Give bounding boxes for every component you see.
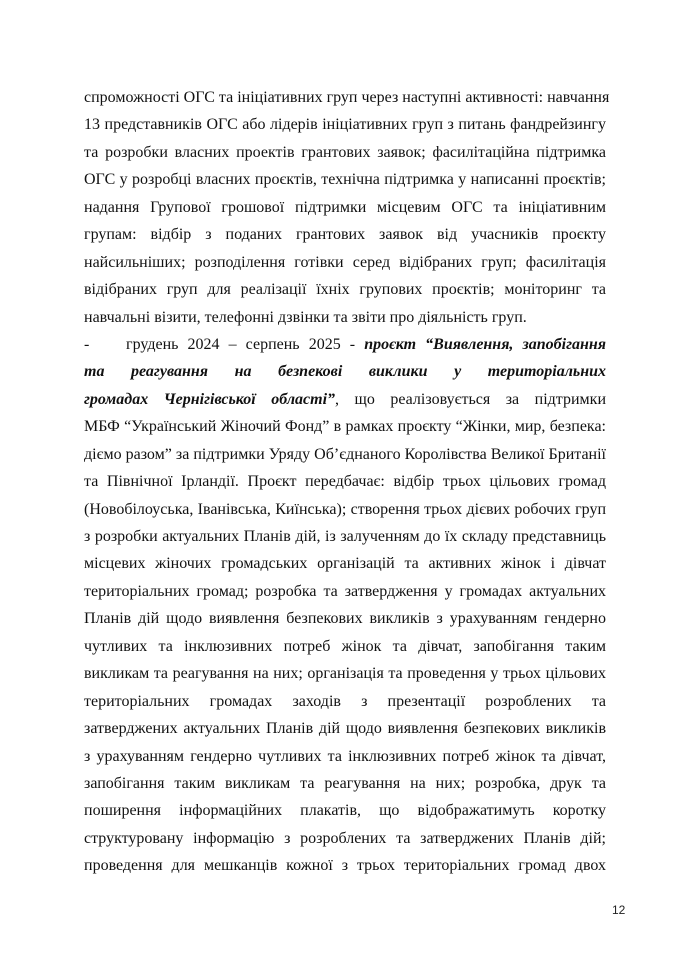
text-run: структуровану інформацію з розроблених та затверджених Планів дій;: [84, 829, 606, 847]
text-run: чутливих та інклюзивних потреб жінок та дівчат, запобігання таким: [84, 637, 606, 655]
text-line: [84, 111, 606, 138]
text-run: спроможності ОГС та ініціативних груп через наступні активності: навчання: [84, 89, 610, 106]
text-line: [84, 523, 606, 550]
text-line: [84, 578, 606, 605]
text-run: навчальні візити, телефонні дзвінки та звіти про діяльність груп.: [84, 308, 527, 326]
text-line: [84, 852, 606, 879]
text-line: [84, 386, 606, 413]
text-run: затверджених актуальних Планів дій щодо виявлення безпекових викликів: [84, 720, 606, 738]
text-line: [84, 797, 606, 824]
text-run: надання Групової грошової підтримки місцевим ОГС та ініціативним: [84, 198, 606, 216]
text-run: діємо разом” за підтримки Уряду Об’єднаного Королівства Великої Британії: [84, 445, 606, 463]
text-line: [84, 468, 606, 495]
body-text: [84, 84, 610, 880]
text-line: [84, 633, 606, 660]
text-run: територіальних громадах заходів з презентації розроблених та: [84, 692, 606, 710]
text-run: Планів дій щодо виявлення безпекових викликів з урахуванням гендерно: [84, 610, 606, 628]
text-run: територіальних громад; розробка та затвердження у громадах актуальних: [84, 582, 606, 600]
text-run: проведення для мешканців кожної з трьох територіальних громад двох: [84, 857, 606, 875]
text-line: [84, 166, 606, 193]
emphasized-project-title: та реагування на безпекові виклики у територіальних: [84, 363, 606, 381]
text-line: [84, 331, 606, 358]
text-line: [84, 743, 606, 770]
text-run: грудень 2024 – серпень 2025 -: [126, 335, 365, 353]
text-run: (Новобілоуська, Іванівська, Киїнська); створення трьох дієвих робочих груп: [84, 500, 606, 518]
text-run: місцевих жіночих громадських організацій та активних жінок і дівчат: [84, 555, 606, 573]
emphasized-project-title: громадах Чернігівської області”: [84, 390, 336, 408]
text-line: [84, 825, 606, 852]
text-line: [84, 413, 606, 440]
text-line: [84, 660, 606, 687]
text-line: [84, 688, 606, 715]
text-line: [84, 358, 606, 385]
text-run: групам: відбір з поданих грантових заявок від учасників проєкту: [84, 226, 606, 244]
text-line: [84, 249, 606, 276]
text-line: [84, 770, 606, 797]
text-run: запобігання таким викликам та реагування на них; розробка, друк та: [84, 774, 606, 792]
text-line: [84, 605, 606, 632]
text-run: ОГС у розробці власних проєктів, технічна підтримка у написанні проєктів;: [84, 171, 606, 189]
text-line: [84, 496, 606, 523]
text-run: викликам та реагування на них; організація та проведення у трьох цільових: [84, 665, 606, 683]
list-bullet-dash: -: [84, 335, 90, 353]
text-run: найсильніших; розподілення готівки серед відібраних груп; фасилітація: [84, 253, 606, 271]
text-line: [84, 304, 606, 331]
text-run: , що реалізовується за підтримки: [335, 390, 606, 408]
text-run: 13 представників ОГС або лідерів ініціативних груп з питань фандрейзингу: [84, 116, 606, 134]
paragraph: [84, 84, 610, 331]
text-line: [84, 194, 606, 221]
text-run: з розробки актуальних Планів дій, із залученням до їх складу представниць: [84, 528, 606, 545]
text-run: з урахуванням гендерно чутливих та інклюзивних потреб жінок та дівчат,: [84, 747, 606, 765]
text-line: [84, 84, 610, 111]
text-run: відібраних груп для реалізації їхніх групових проєктів; моніторинг та: [84, 281, 606, 299]
text-run: МБФ “Український Жіночий Фонд” в рамках проєкту “Жінки, мир, безпека:: [84, 418, 606, 436]
text-line: [84, 139, 606, 166]
text-run: та Північної Ірландії. Проєкт передбачає: відбір трьох цільових громад: [84, 473, 606, 491]
text-line: [84, 441, 606, 468]
text-line: [84, 276, 606, 303]
text-run: та розробки власних проектів грантових заявок; фасилітаційна підтримка: [84, 143, 606, 161]
text-run: поширення інформаційних плакатів, що відображатимуть коротку: [84, 802, 606, 820]
page-number: 12: [612, 903, 626, 917]
text-line: [84, 715, 606, 742]
paragraph: [84, 331, 606, 880]
text-line: [84, 221, 606, 248]
emphasized-project-title: проєкт “Виявлення, запобігання: [364, 335, 606, 353]
text-line: [84, 550, 606, 577]
